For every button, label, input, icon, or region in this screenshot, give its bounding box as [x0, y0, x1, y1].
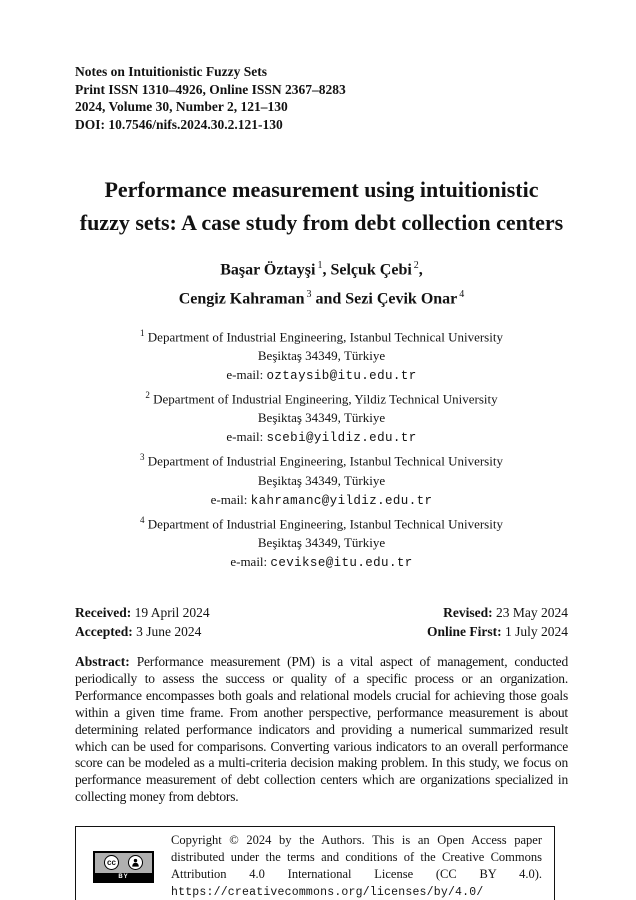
email-label: e-mail: [230, 553, 271, 569]
author-4: Sezi Çevik Onar [345, 290, 458, 308]
journal-doi: DOI: 10.7546/nifs.2024.30.2.121-130 [75, 116, 283, 132]
affiliation-dept-text: Department of Industrial Engineering, Yildiz Technical University [153, 391, 498, 407]
author-separator: and [311, 290, 346, 308]
affiliation-dept [75, 511, 568, 533]
journal-header [75, 63, 568, 133]
online-first-row [427, 622, 568, 642]
accepted-value: 3 June 2024 [136, 624, 202, 640]
license-url[interactable]: https://creativecommons.org/licenses/by/4.0/ [171, 886, 484, 900]
affiliation-superscript: 4 [140, 514, 145, 525]
email-label: e-mail: [210, 491, 251, 507]
author-line-1 [75, 253, 568, 282]
author-1: Başar Öztayşi [220, 261, 316, 279]
affiliation-superscript: 1 [140, 327, 145, 338]
email-link[interactable]: cevikse@itu.edu.tr [270, 555, 413, 570]
revised-row [427, 603, 568, 623]
email-link[interactable]: kahramanc@yildiz.edu.tr [250, 493, 433, 508]
journal-name: Notes on Intuitionistic Fuzzy Sets [75, 64, 267, 79]
affiliation-email-row [75, 552, 568, 573]
accepted-row [75, 622, 210, 642]
email-link[interactable]: oztaysib@itu.edu.tr [266, 368, 417, 383]
cc-badge-circles [95, 853, 152, 873]
affiliation-email-row [75, 427, 568, 448]
affiliation-dept [75, 448, 568, 470]
affiliation-superscript: 2 [145, 389, 150, 400]
revised-label: Revised: [443, 604, 493, 620]
author-separator: , [418, 261, 423, 279]
affiliation-superscript: 3 [140, 452, 145, 463]
email-label: e-mail: [226, 366, 267, 382]
copyright-statement: Copyright © 2024 by the Authors. This is an Open Access paper distributed under the terms and conditions of the Creative Commons Attribution 4.0 International License (CC BY 4.0). [171, 833, 542, 882]
journal-volume: 2024, Volume 30, Number 2, 121–130 [75, 99, 288, 114]
author-3-superscript: 3 [306, 289, 312, 301]
received-value: 19 April 2024 [134, 604, 210, 620]
revised-value: 23 May 2024 [496, 604, 568, 620]
affiliation-dept-text: Department of Industrial Engineering, Istanbul Technical University [147, 515, 503, 531]
abstract-label: Abstract: [75, 653, 130, 669]
author-2-superscript: 2 [413, 260, 419, 271]
cc-icon: cc [104, 855, 119, 870]
paper-title [75, 173, 568, 239]
abstract-paragraph [75, 654, 568, 806]
affiliation-address: Beşiktaş 34349, Türkiye [257, 472, 386, 488]
dates-right-column [427, 603, 568, 642]
copyright-text [171, 832, 542, 900]
affiliations-block [75, 324, 568, 573]
affiliation-1 [75, 324, 568, 386]
title-line-2: fuzzy sets: A case study from debt collection centers [79, 210, 564, 235]
affiliation-address: Beşiktaş 34349, Türkiye [257, 410, 386, 426]
title-line-1: Performance measurement using intuitionistic [104, 177, 539, 202]
affiliation-email-row [75, 365, 568, 386]
received-label: Received: [75, 604, 132, 620]
affiliation-dept-text: Department of Industrial Engineering, Istanbul Technical University [147, 328, 503, 344]
online-first-value: 1 July 2024 [504, 624, 568, 640]
affiliation-3 [75, 448, 568, 510]
affiliation-4 [75, 511, 568, 573]
received-row [75, 603, 210, 623]
author-4-superscript: 4 [459, 289, 465, 301]
affiliation-address: Beşiktaş 34349, Türkiye [257, 347, 386, 363]
accepted-label: Accepted: [75, 624, 133, 640]
author-2: Selçuk Çebi [330, 261, 412, 279]
email-link[interactable]: scebi@yildiz.edu.tr [266, 431, 417, 446]
dates-block [75, 603, 568, 642]
affiliation-dept-text: Department of Industrial Engineering, Istanbul Technical University [147, 453, 503, 469]
person-icon [128, 855, 143, 870]
affiliation-email-row [75, 490, 568, 511]
copyright-box [75, 826, 555, 900]
author-1-superscript: 1 [317, 260, 323, 271]
affiliation-dept [75, 386, 568, 408]
online-first-label: Online First: [426, 624, 502, 640]
affiliation-dept [75, 324, 568, 346]
affiliation-2 [75, 386, 568, 448]
email-label: e-mail: [226, 429, 267, 445]
author-3: Cengiz Kahraman [178, 290, 305, 308]
cc-by-badge [93, 851, 154, 883]
author-separator: , [322, 261, 331, 279]
abstract-text: Performance measurement (PM) is a vital aspect of management, conducted periodically to assess the success or quality of a specific process or an organization. Performance encompasses both goals and relational models crucial for achieving those goals within a given time frame. From another perspective, performance measurement is about determining related performance indicators and providing a numerical summarized result which can be used for comparisons. Converting various indicators to an overall performance score can be modeled as a multi-criteria decision making problem. In this study, we focus on performance measurement of debt collection centers which are organizations specialized in collecting money from debtors. [75, 653, 568, 805]
dates-left-column [75, 603, 210, 642]
author-list [75, 253, 568, 312]
affiliation-address: Beşiktaş 34349, Türkiye [257, 534, 386, 550]
cc-by-label: BY [95, 873, 152, 881]
journal-issn: Print ISSN 1310–4926, Online ISSN 2367–8283 [75, 81, 346, 97]
author-line-2 [75, 282, 568, 311]
